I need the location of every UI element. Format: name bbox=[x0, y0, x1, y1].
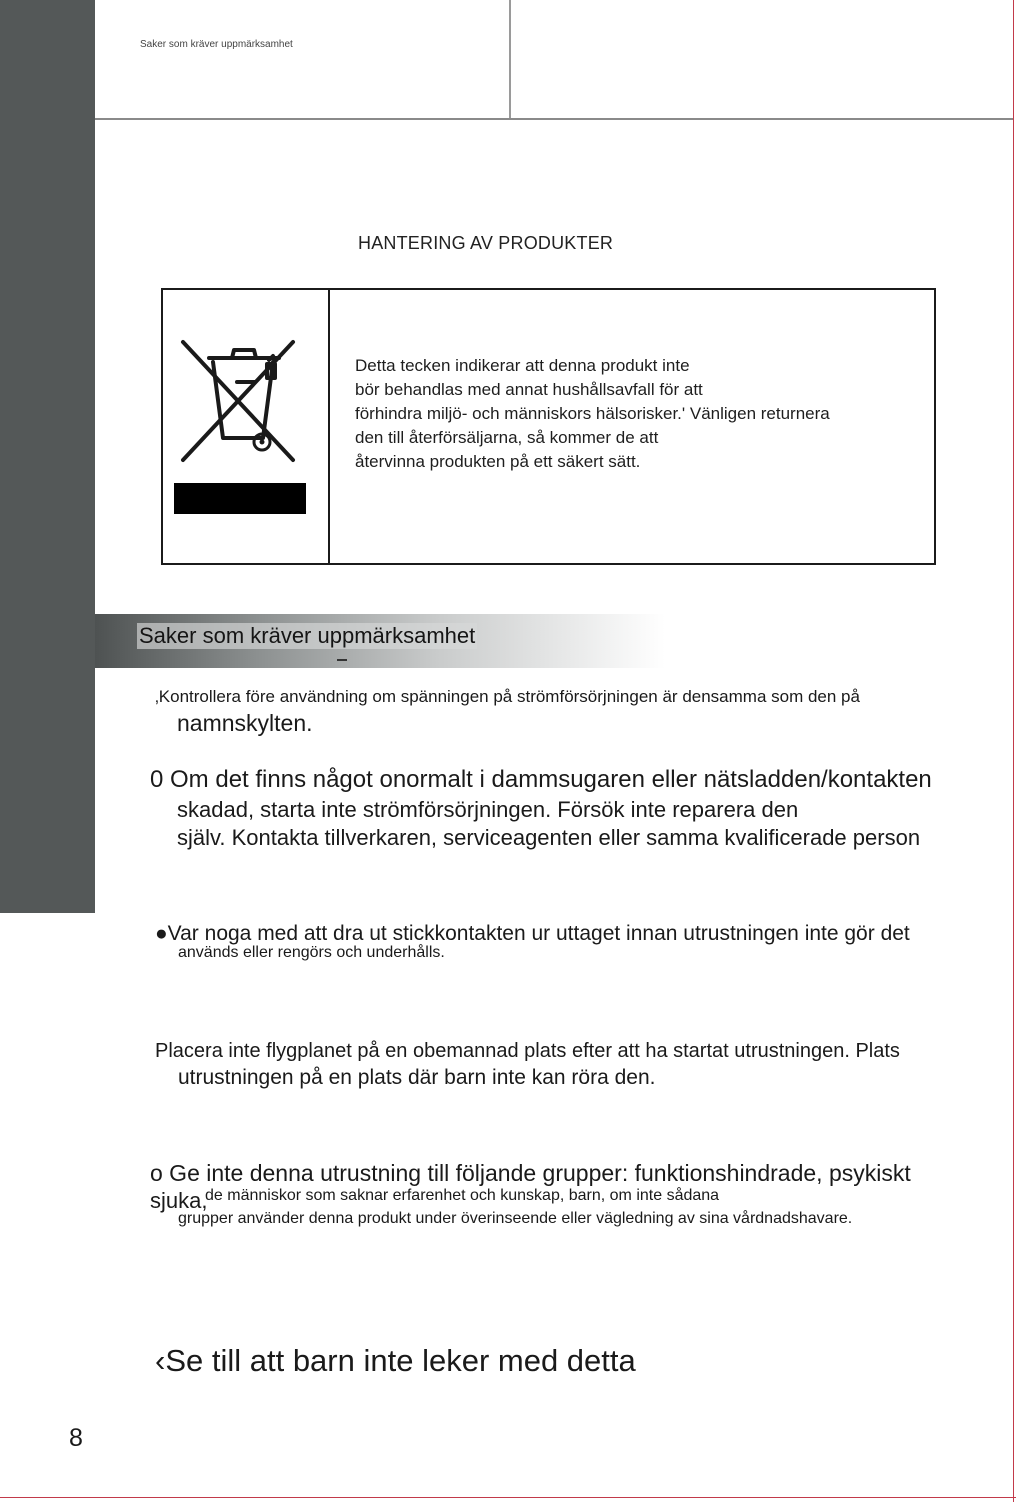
left-sidebar-band bbox=[0, 0, 95, 913]
page-number: 8 bbox=[69, 1424, 83, 1452]
disposal-notice-box bbox=[161, 288, 936, 565]
paragraph-unplug-line2: används eller rengörs och underhålls. bbox=[178, 944, 445, 961]
black-bar bbox=[174, 483, 306, 514]
section-title: HANTERING AV PRODUKTER bbox=[358, 233, 614, 253]
paragraph-groups-line2b: de människor som saknar erfarenhet och kunskap, barn, om inte sådana bbox=[205, 1187, 720, 1204]
paragraph-groups-line2a: sjuka, bbox=[150, 1188, 208, 1213]
paragraph-damage-line2: skadad, starta inte strömförsörjningen. Försök inte reparera den bbox=[177, 797, 799, 822]
band-dash bbox=[337, 659, 347, 661]
header-title: Saker som kräver uppmärksamhet bbox=[140, 39, 293, 50]
header-divider bbox=[509, 0, 511, 118]
paragraph-placement-line1: Placera inte flygplanet på en obemannad plats efter att ha startat utrustningen. Plats bbox=[155, 1040, 900, 1062]
notice-text: Detta tecken indikerar att denna produkt inte bör behandlas med annat hushållsavfall för att förhindra miljö- och människors hälsorisker.' Vänligen returnera den till återförsäljarna, så kommer de att återvinna produkten på ett säkert sätt. bbox=[355, 356, 830, 471]
paragraph-voltage-line1: ‚Kontrollera före användning om spänningen på strömförsörjningen är densamma som den på bbox=[155, 687, 860, 706]
paragraph-groups-line1: o Ge inte denna utrustning till följande grupper: funktionshindrade, psykiskt bbox=[150, 1160, 911, 1186]
paragraph-unplug-line1: ●Var noga med att dra ut stickkontakten ur uttaget innan utrustningen inte gör det bbox=[155, 922, 910, 945]
header-rule bbox=[95, 118, 1013, 120]
paragraph-damage-line1: 0 Om det finns något onormalt i dammsugaren eller nätsladden/kontakten bbox=[150, 766, 932, 793]
crossed-out-wheelie-bin-icon bbox=[177, 336, 301, 466]
paragraph-damage-line3: själv. Kontakta tillverkaren, serviceagenten eller samma kvalificerade person bbox=[177, 825, 921, 850]
paragraph-voltage-line2: namnskylten. bbox=[177, 710, 313, 736]
paragraph-groups-line3: grupper använder denna produkt under överinseende eller vägledning av sina vårdnadshavare. bbox=[178, 1210, 853, 1227]
band-title: Saker som kräver uppmärksamhet bbox=[139, 623, 476, 648]
notice-divider bbox=[328, 290, 330, 563]
page-right-edge bbox=[1013, 0, 1014, 1502]
page-bottom-edge bbox=[0, 1497, 1016, 1498]
paragraph-placement-line2: utrustningen på en plats där barn inte kan röra den. bbox=[178, 1066, 656, 1089]
paragraph-children: ‹Se till att barn inte leker med detta bbox=[155, 1343, 636, 1378]
